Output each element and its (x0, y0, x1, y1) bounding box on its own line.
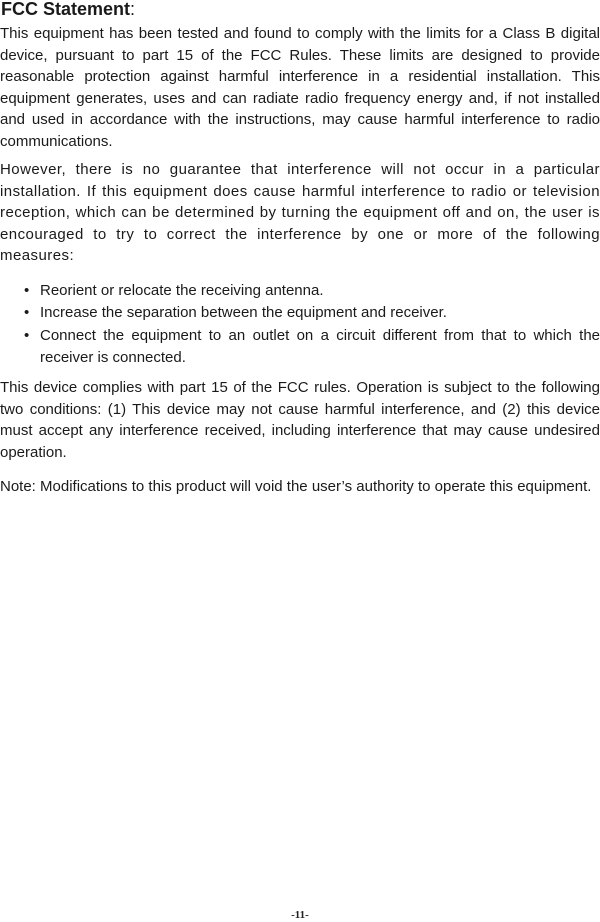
conditions-paragraph: This device complies with part 15 of the FCC rules. Operation is subject to the following two conditions: (1) This device may not cause harmful interference, and (2) this device must accept any interference received, including interference that may cause undesired operation. (0, 379, 600, 461)
heading-title: FCC Statement (1, 0, 131, 19)
interference-paragraph: However, there is no guarantee that interference will not occur in a particular installation. If this equipment does cause harmful interference to radio or television reception, which can be determined by turning the equipment off and on, the user is encouraged to try to correct the interference by one or more of the following measures: (0, 161, 600, 265)
bullet-marker: • (24, 282, 30, 299)
list-item-text: Connect the equipment to an outlet on a circuit different from that to which the receiver is connected. (40, 326, 600, 367)
list-item-text: Increase the separation between the equipment and receiver. (40, 304, 447, 322)
bullet-marker: • (24, 304, 30, 322)
list-item (0, 325, 600, 370)
corrective-measures-list (0, 280, 600, 370)
list-item (0, 280, 600, 302)
compliance-paragraph: This equipment has been tested and found to comply with the limits for a Class B digital device, pursuant to part 15 of the FCC Rules. These limits are designed to provide reasonable protection against harmful interference in a residential installation. This equipment generates, uses and can radiate radio frequency energy and, if not installed and used in accordance with the instructions, may cause harmful interference to radio communications. (0, 25, 600, 150)
list-item (0, 302, 600, 324)
modification-note: Note: Modifications to this product will void the user’s authority to operate this equipment. (0, 478, 592, 495)
section-heading (1, 0, 135, 20)
heading-colon: : (130, 0, 136, 19)
list-item-text: Reorient or relocate the receiving antenna. (40, 282, 324, 299)
bullet-marker: • (24, 326, 30, 344)
page-number: -11- (291, 909, 309, 921)
